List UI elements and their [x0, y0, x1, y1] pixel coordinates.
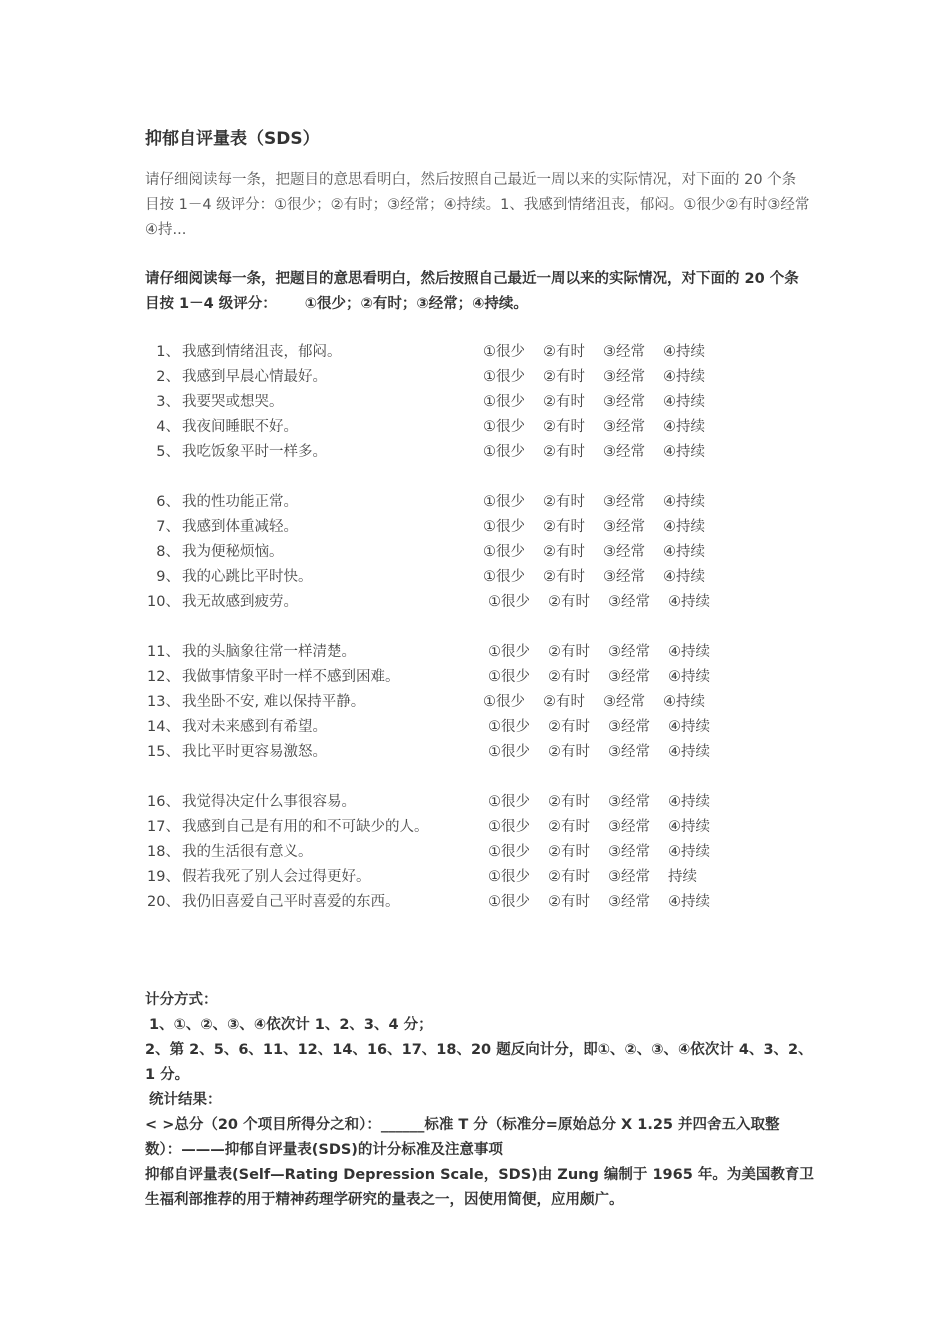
- answer-options: [483, 365, 723, 390]
- question-number: 15、: [147, 744, 180, 760]
- question-text: 我的心跳比平时快。: [182, 569, 313, 585]
- question-text: 我要哭或想哭。: [182, 394, 284, 410]
- question-number: 7、: [156, 519, 180, 535]
- answer-option[interactable]: ④持续: [668, 594, 710, 610]
- answer-option[interactable]: ④持续: [668, 644, 710, 660]
- answer-option[interactable]: ③经常: [603, 519, 645, 535]
- intro-paragraph: 请仔细阅读每一条，把题目的意思看明白，然后按照自己最近一周以来的实际情况，对下面的 20 个条目按 1－4 级评分：①很少；②有时；③经常；④持续。1、我感到情绪沮丧，郁闷。①很少②有时③经常④持...: [145, 172, 810, 238]
- question-number: 12、: [147, 669, 180, 685]
- scoring-rule-1: 1、①、②、③、④依次计 1、2、3、4 分；: [149, 1017, 433, 1033]
- question-item: [145, 390, 810, 415]
- answer-option[interactable]: ①很少: [488, 669, 530, 685]
- answer-options: [483, 515, 723, 540]
- answer-option[interactable]: ②有时: [548, 719, 590, 735]
- answer-option[interactable]: ②有时: [548, 794, 590, 810]
- answer-option[interactable]: ③经常: [608, 844, 650, 860]
- question-item: [145, 440, 810, 465]
- question-item: [145, 515, 810, 540]
- question-number: 16、: [147, 794, 180, 810]
- answer-option[interactable]: ①很少: [488, 644, 530, 660]
- answer-option[interactable]: ②有时: [543, 544, 585, 560]
- answer-option[interactable]: ③经常: [603, 694, 645, 710]
- answer-option[interactable]: ④持续: [663, 694, 705, 710]
- question-item: [145, 690, 810, 715]
- question-item: [145, 590, 810, 615]
- question-number: 10、: [147, 594, 180, 610]
- answer-option[interactable]: ④持续: [663, 569, 705, 585]
- answer-option[interactable]: ②有时: [543, 494, 585, 510]
- answer-option[interactable]: ④持续: [663, 494, 705, 510]
- answer-option[interactable]: ②有时: [543, 369, 585, 385]
- answer-option[interactable]: ③经常: [603, 369, 645, 385]
- stats-text: < >总分（20 个项目所得分之和）：______标准 T 分（标准分=原始总分 X 1.25 并四舍五入取整数）：———抑郁自评量表(SDS)的计分标准及注意事项: [145, 1117, 780, 1158]
- question-text: 我比平时更容易激怒。: [182, 744, 327, 760]
- answer-options: [488, 740, 728, 765]
- answer-options: [483, 690, 723, 715]
- answer-option[interactable]: ③经常: [608, 794, 650, 810]
- answer-option[interactable]: ③经常: [603, 344, 645, 360]
- answer-option[interactable]: ②有时: [548, 594, 590, 610]
- answer-option[interactable]: ④持续: [668, 819, 710, 835]
- question-text: 我吃饭象平时一样多。: [182, 444, 327, 460]
- answer-option[interactable]: ①很少: [483, 394, 525, 410]
- answer-options: [483, 490, 723, 515]
- answer-option[interactable]: ④持续: [668, 719, 710, 735]
- question-number: 19、: [147, 869, 180, 885]
- scoring-section: [145, 988, 815, 1213]
- answer-option[interactable]: ④持续: [668, 894, 710, 910]
- question-item: [145, 790, 810, 815]
- stats-heading: 统计结果：: [149, 1092, 222, 1108]
- answer-option[interactable]: ③经常: [608, 594, 650, 610]
- answer-option[interactable]: ②有时: [548, 744, 590, 760]
- question-number: 18、: [147, 844, 180, 860]
- question-number: 4、: [156, 419, 180, 435]
- answer-options: [483, 440, 723, 465]
- answer-options: [483, 340, 723, 365]
- answer-option[interactable]: ①很少: [483, 419, 525, 435]
- question-text: 我感到早晨心情最好。: [182, 369, 327, 385]
- group-spacer: [145, 765, 810, 790]
- answer-option[interactable]: ①很少: [483, 544, 525, 560]
- question-text: 我做事情象平时一样不感到困难。: [182, 669, 400, 685]
- answer-options: [488, 865, 715, 890]
- answer-option[interactable]: ③经常: [608, 894, 650, 910]
- answer-option[interactable]: ③经常: [608, 819, 650, 835]
- answer-option[interactable]: ②有时: [548, 844, 590, 860]
- question-number: 3、: [156, 394, 180, 410]
- question-number: 9、: [156, 569, 180, 585]
- answer-option[interactable]: ③经常: [608, 744, 650, 760]
- question-text: 我的生活很有意义。: [182, 844, 313, 860]
- answer-options: [488, 640, 728, 665]
- question-item: [145, 740, 810, 765]
- question-text: 我夜间睡眠不好。: [182, 419, 298, 435]
- answer-option[interactable]: ④持续: [663, 444, 705, 460]
- question-text: 我坐卧不安, 难以保持平静。: [182, 694, 366, 710]
- question-item: [145, 865, 810, 890]
- answer-option[interactable]: ③经常: [603, 569, 645, 585]
- answer-option[interactable]: ③经常: [608, 669, 650, 685]
- question-item: [145, 540, 810, 565]
- scale-description: 抑郁自评量表(Self—Rating Depression Scale，SDS)由 Zung 编制于 1965 年。为美国教育卫生福利部推荐的用于精神药理学研究的量表之一，因使用简便，应用颇广。: [145, 1167, 814, 1208]
- answer-option[interactable]: ①很少: [488, 594, 530, 610]
- answer-options: [488, 665, 728, 690]
- answer-option[interactable]: ①很少: [488, 844, 530, 860]
- document-title: 抑郁自评量表（SDS）: [145, 129, 320, 149]
- answer-option[interactable]: ①很少: [488, 869, 530, 885]
- answer-option[interactable]: ②有时: [543, 344, 585, 360]
- answer-options: [488, 815, 728, 840]
- answer-option[interactable]: ②有时: [543, 444, 585, 460]
- question-number: 14、: [147, 719, 180, 735]
- answer-option[interactable]: ②有时: [548, 819, 590, 835]
- answer-options: [488, 590, 728, 615]
- answer-options: [483, 415, 723, 440]
- answer-option[interactable]: ②有时: [548, 894, 590, 910]
- answer-option[interactable]: ③经常: [603, 394, 645, 410]
- answer-option[interactable]: ④持续: [663, 519, 705, 535]
- scoring-heading: 计分方式：: [145, 992, 218, 1008]
- question-text: 我为便秘烦恼。: [182, 544, 284, 560]
- answer-option[interactable]: ③经常: [603, 419, 645, 435]
- answer-options: [483, 540, 723, 565]
- answer-option[interactable]: ④持续: [668, 844, 710, 860]
- question-item: [145, 340, 810, 365]
- answer-option[interactable]: ②有时: [548, 869, 590, 885]
- answer-option[interactable]: ②有时: [548, 669, 590, 685]
- question-item: [145, 890, 810, 915]
- instruction-paragraph: [145, 267, 810, 317]
- answer-option[interactable]: ③经常: [603, 444, 645, 460]
- answer-option[interactable]: ③经常: [603, 494, 645, 510]
- question-number: 20、: [147, 894, 180, 910]
- question-number: 5、: [156, 444, 180, 460]
- answer-option[interactable]: ③经常: [608, 719, 650, 735]
- instruction-scale: ①很少；②有时；③经常；④持续。: [304, 296, 528, 312]
- question-number: 1、: [156, 344, 180, 360]
- instruction-text: 请仔细阅读每一条，把题目的意思看明白，然后按照自己最近一周以来的实际情况，对下面的 20 个条目按 1－4 级评分：: [145, 271, 799, 312]
- answer-options: [483, 390, 723, 415]
- answer-option[interactable]: ①很少: [483, 369, 525, 385]
- question-text: 我感到情绪沮丧，郁闷。: [182, 344, 342, 360]
- question-item: [145, 415, 810, 440]
- answer-option[interactable]: ③经常: [603, 544, 645, 560]
- answer-option[interactable]: ④持续: [663, 394, 705, 410]
- answer-options: [488, 840, 728, 865]
- answer-option[interactable]: ①很少: [483, 344, 525, 360]
- answer-options: [483, 565, 723, 590]
- answer-option[interactable]: ②有时: [543, 419, 585, 435]
- question-text: 我仍旧喜爱自己平时喜爱的东西。: [182, 894, 400, 910]
- answer-option[interactable]: ①很少: [488, 744, 530, 760]
- answer-options: [488, 890, 728, 915]
- answer-option[interactable]: ④持续: [663, 369, 705, 385]
- answer-option[interactable]: 持续: [668, 869, 697, 885]
- question-number: 17、: [147, 819, 180, 835]
- question-number: 6、: [156, 494, 180, 510]
- answer-option[interactable]: ②有时: [543, 394, 585, 410]
- answer-option[interactable]: ④持续: [663, 544, 705, 560]
- question-text: 我对未来感到有希望。: [182, 719, 327, 735]
- answer-option[interactable]: ①很少: [483, 569, 525, 585]
- question-number: 2、: [156, 369, 180, 385]
- question-item: [145, 665, 810, 690]
- answer-option[interactable]: ②有时: [548, 644, 590, 660]
- answer-option[interactable]: ①很少: [483, 494, 525, 510]
- answer-option[interactable]: ①很少: [488, 794, 530, 810]
- answer-option[interactable]: ①很少: [483, 519, 525, 535]
- answer-option[interactable]: ①很少: [488, 819, 530, 835]
- question-text: 我无故感到疲劳。: [182, 594, 298, 610]
- question-text: 假若我死了别人会过得更好。: [182, 869, 371, 885]
- answer-options: [488, 790, 728, 815]
- group-spacer: [145, 615, 810, 640]
- question-item: [145, 840, 810, 865]
- answer-option[interactable]: ②有时: [543, 519, 585, 535]
- question-item: [145, 640, 810, 665]
- answer-option[interactable]: ④持续: [668, 794, 710, 810]
- answer-option[interactable]: ④持续: [668, 744, 710, 760]
- question-text: 我觉得决定什么事很容易。: [182, 794, 356, 810]
- question-item: [145, 365, 810, 390]
- question-item: [145, 490, 810, 515]
- question-item: [145, 815, 810, 840]
- group-spacer: [145, 465, 810, 490]
- answer-option[interactable]: ④持续: [663, 419, 705, 435]
- answer-option[interactable]: ①很少: [488, 719, 530, 735]
- question-number: 8、: [156, 544, 180, 560]
- questionnaire-items: [145, 340, 810, 915]
- question-text: 我的性功能正常。: [182, 494, 298, 510]
- answer-option[interactable]: ④持续: [668, 669, 710, 685]
- answer-option[interactable]: ①很少: [483, 444, 525, 460]
- scoring-rule-2: 2、第 2、5、6、11、12、14、16、17、18、20 题反向计分，即①、②、③、④依次计 4、3、2、1 分。: [145, 1042, 813, 1083]
- question-text: 我感到体重减轻。: [182, 519, 298, 535]
- question-item: [145, 565, 810, 590]
- answer-option[interactable]: ①很少: [488, 894, 530, 910]
- answer-option[interactable]: ④持续: [663, 344, 705, 360]
- question-text: 我的头脑象往常一样清楚。: [182, 644, 356, 660]
- answer-option[interactable]: ②有时: [543, 694, 585, 710]
- answer-option[interactable]: ③经常: [608, 869, 650, 885]
- answer-options: [488, 715, 728, 740]
- question-number: 13、: [147, 694, 180, 710]
- answer-option[interactable]: ③经常: [608, 644, 650, 660]
- question-text: 我感到自己是有用的和不可缺少的人。: [182, 819, 429, 835]
- question-item: [145, 715, 810, 740]
- answer-option[interactable]: ①很少: [483, 694, 525, 710]
- question-number: 11、: [147, 644, 180, 660]
- answer-option[interactable]: ②有时: [543, 569, 585, 585]
